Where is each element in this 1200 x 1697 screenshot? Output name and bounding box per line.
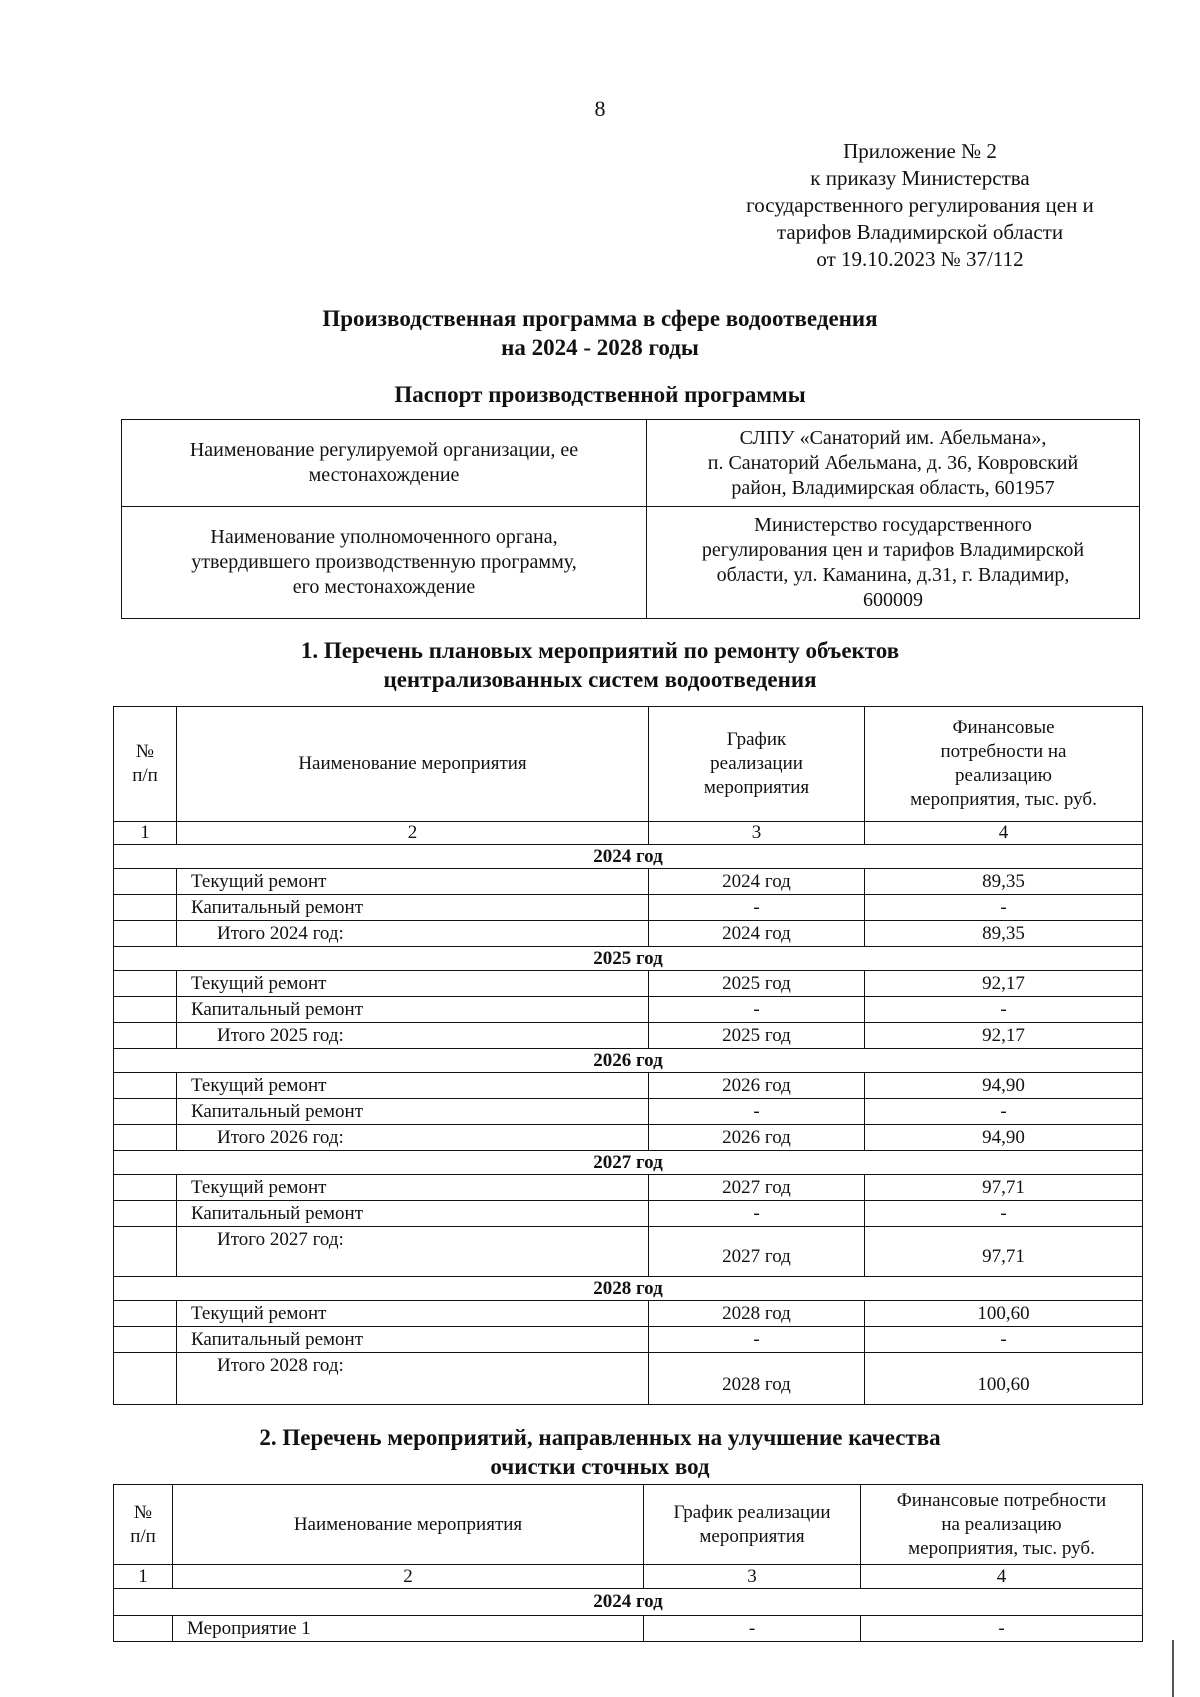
activity-amount: -	[865, 1099, 1143, 1125]
activity-name: Мероприятие 1	[173, 1616, 644, 1642]
appendix-line: к приказу Министерства	[810, 166, 1030, 190]
activity-amount: 97,71	[865, 1175, 1143, 1201]
passport-value-cell	[647, 420, 1140, 507]
empty-cell	[114, 1227, 177, 1277]
empty-cell	[114, 1073, 177, 1099]
text-line: №	[133, 1501, 153, 1523]
activity-schedule: 2025 год	[649, 971, 865, 997]
text-line: области, ул. Каманина, д.31, г. Владимир,	[716, 563, 1070, 586]
activity-amount: 89,35	[865, 921, 1143, 947]
table-row-total	[114, 1125, 1143, 1151]
text-line: СЛПУ «Санаторий им. Абельмана»,	[739, 426, 1047, 449]
header-finance	[865, 707, 1143, 822]
text-line: п. Санаторий Абельмана, д. 36, Ковровский	[707, 451, 1079, 474]
text-line: реализацию	[955, 765, 1052, 786]
year-row	[114, 845, 1143, 869]
empty-cell	[114, 1301, 177, 1327]
activity-name: Капитальный ремонт	[177, 1099, 649, 1125]
activity-name: Текущий ремонт	[177, 1175, 649, 1201]
activity-schedule: 2024 год	[649, 869, 865, 895]
header-num	[114, 707, 177, 822]
activity-name: Капитальный ремонт	[177, 895, 649, 921]
text-line: реализации	[710, 753, 803, 774]
table-row	[114, 869, 1143, 895]
table-row	[114, 895, 1143, 921]
activity-schedule: -	[649, 895, 865, 921]
activity-schedule: 2027 год	[649, 1227, 865, 1277]
year-row	[114, 1277, 1143, 1301]
appendix-block	[700, 138, 1140, 273]
page-number: 8	[594, 96, 606, 121]
table-header-row	[114, 1485, 1143, 1565]
activity-amount: -	[865, 1327, 1143, 1353]
text-line: мероприятия	[703, 777, 810, 798]
activity-schedule: 2028 год	[649, 1301, 865, 1327]
header-name: Наименование мероприятия	[177, 707, 649, 822]
text-line: График	[726, 729, 787, 750]
activity-schedule: 2028 год	[649, 1353, 865, 1405]
column-number-row	[114, 822, 1143, 845]
empty-cell	[114, 921, 177, 947]
header-finance	[861, 1485, 1143, 1565]
wastewater-quality-table	[113, 1484, 1143, 1642]
passport-value-cell	[647, 507, 1140, 619]
text-line: район, Владимирская область, 601957	[731, 476, 1055, 499]
appendix-line: от 19.10.2023 № 37/112	[816, 247, 1024, 271]
heading-line: централизованных систем водоотведения	[383, 667, 817, 692]
table-row	[114, 1175, 1143, 1201]
text-line: утвердившего производственную программу,	[191, 551, 577, 573]
passport-heading: Паспорт производственной программы	[394, 382, 806, 407]
activity-schedule: 2027 год	[649, 1175, 865, 1201]
empty-cell	[114, 1327, 177, 1353]
text-line: График реализации	[673, 1501, 831, 1523]
empty-cell	[114, 1023, 177, 1049]
table-row-total	[114, 1023, 1143, 1049]
text-line: 600009	[863, 588, 923, 611]
activity-name: Текущий ремонт	[177, 971, 649, 997]
heading-line: 2. Перечень мероприятий, направленных на улучшение качества	[259, 1425, 941, 1450]
year-label: 2026 год	[114, 1049, 1143, 1073]
empty-cell	[114, 997, 177, 1023]
text-line: мероприятия	[699, 1525, 805, 1547]
heading-line: очистки сточных вод	[490, 1454, 710, 1479]
activity-amount: 97,71	[865, 1227, 1143, 1277]
text-line: Министерство государственного	[754, 513, 1032, 536]
table-row	[114, 1616, 1143, 1642]
activity-amount: 100,60	[865, 1353, 1143, 1405]
text-line: местонахождение	[308, 464, 460, 486]
column-number: 1	[114, 1565, 173, 1589]
heading-line: 1. Перечень плановых мероприятий по ремонту объектов	[300, 638, 900, 663]
title-line: Производственная программа в сфере водоотведения	[322, 306, 878, 331]
column-number: 2	[173, 1565, 644, 1589]
column-number: 3	[649, 822, 865, 845]
activity-schedule: -	[649, 1327, 865, 1353]
page-title	[0, 304, 1200, 362]
passport-label-cell	[122, 507, 647, 619]
column-number-row	[114, 1565, 1143, 1589]
section2-heading	[0, 1423, 1200, 1481]
year-label: 2028 год	[114, 1277, 1143, 1301]
text-line: регулирования цен и тарифов Владимирской	[701, 538, 1085, 561]
column-number: 4	[865, 822, 1143, 845]
section1-heading	[0, 636, 1200, 694]
passport-row	[122, 420, 1140, 507]
empty-cell	[114, 1125, 177, 1151]
empty-cell	[114, 1099, 177, 1125]
activity-schedule: 2024 год	[649, 921, 865, 947]
activity-name: Капитальный ремонт	[177, 1201, 649, 1227]
header-name: Наименование мероприятия	[173, 1485, 644, 1565]
empty-cell	[114, 1175, 177, 1201]
activity-schedule: 2026 год	[649, 1073, 865, 1099]
passport-table	[121, 419, 1140, 619]
header-schedule	[644, 1485, 861, 1565]
activity-name: Итого 2028 год:	[177, 1353, 649, 1405]
title-line: на 2024 - 2028 годы	[501, 335, 699, 360]
text-line: мероприятия, тыс. руб.	[910, 789, 1097, 810]
text-line: Финансовые потребности	[896, 1489, 1107, 1511]
activity-amount: -	[865, 997, 1143, 1023]
text-line: №	[135, 741, 155, 762]
column-number: 2	[177, 822, 649, 845]
column-number: 1	[114, 822, 177, 845]
activity-amount: -	[865, 1201, 1143, 1227]
header-num	[114, 1485, 173, 1565]
text-line: потребности на	[940, 741, 1067, 762]
year-label: 2024 год	[114, 1589, 1143, 1616]
appendix-line: тарифов Владимирской области	[776, 220, 1064, 244]
activity-name: Итого 2026 год:	[177, 1125, 649, 1151]
activity-name: Текущий ремонт	[177, 869, 649, 895]
empty-cell	[114, 971, 177, 997]
year-row	[114, 947, 1143, 971]
column-number: 3	[644, 1565, 861, 1589]
activity-name: Текущий ремонт	[177, 1301, 649, 1327]
activity-schedule: -	[649, 1099, 865, 1125]
appendix-line: Приложение № 2	[843, 139, 997, 163]
table-row	[114, 1201, 1143, 1227]
empty-cell	[114, 869, 177, 895]
year-label: 2025 год	[114, 947, 1143, 971]
text-line: мероприятия, тыс. руб.	[908, 1537, 1095, 1559]
table-row	[114, 1073, 1143, 1099]
table-row	[114, 997, 1143, 1023]
year-row	[114, 1151, 1143, 1175]
passport-label-cell	[122, 420, 647, 507]
activity-name: Капитальный ремонт	[177, 997, 649, 1023]
activity-name: Итого 2025 год:	[177, 1023, 649, 1049]
activity-name: Капитальный ремонт	[177, 1327, 649, 1353]
text-line: Наименование регулируемой организации, ее	[189, 439, 579, 461]
activity-schedule: 2025 год	[649, 1023, 865, 1049]
year-row	[114, 1049, 1143, 1073]
activity-amount: 92,17	[865, 971, 1143, 997]
year-label: 2024 год	[114, 845, 1143, 869]
empty-cell	[114, 1353, 177, 1405]
empty-cell	[114, 1616, 173, 1642]
scan-artifact	[1172, 1640, 1174, 1697]
empty-cell	[114, 1201, 177, 1227]
activity-amount: -	[861, 1616, 1143, 1642]
text-line: Финансовые	[952, 717, 1055, 738]
activity-schedule: -	[644, 1616, 861, 1642]
table-row-total	[114, 921, 1143, 947]
activity-amount: -	[865, 895, 1143, 921]
activity-amount: 92,17	[865, 1023, 1143, 1049]
activity-name: Текущий ремонт	[177, 1073, 649, 1099]
activity-name: Итого 2027 год:	[177, 1227, 649, 1277]
activity-schedule: 2026 год	[649, 1125, 865, 1151]
table-row-total	[114, 1353, 1143, 1405]
activity-name: Итого 2024 год:	[177, 921, 649, 947]
passport-row	[122, 507, 1140, 619]
activity-schedule: -	[649, 997, 865, 1023]
empty-cell	[114, 895, 177, 921]
column-number: 4	[861, 1565, 1143, 1589]
activity-amount: 100,60	[865, 1301, 1143, 1327]
table-row	[114, 971, 1143, 997]
table-header-row	[114, 707, 1143, 822]
text-line: п/п	[132, 765, 158, 786]
header-schedule	[649, 707, 865, 822]
year-row	[114, 1589, 1143, 1616]
activity-amount: 94,90	[865, 1125, 1143, 1151]
year-label: 2027 год	[114, 1151, 1143, 1175]
appendix-line: государственного регулирования цен и	[746, 193, 1094, 217]
text-line: п/п	[130, 1525, 156, 1547]
activity-amount: 89,35	[865, 869, 1143, 895]
activity-schedule: -	[649, 1201, 865, 1227]
table-row	[114, 1301, 1143, 1327]
activity-amount: 94,90	[865, 1073, 1143, 1099]
table-row-total	[114, 1227, 1143, 1277]
table-row	[114, 1327, 1143, 1353]
text-line: Наименование уполномоченного органа,	[210, 526, 558, 548]
table-row	[114, 1099, 1143, 1125]
text-line: на реализацию	[941, 1513, 1062, 1535]
text-line: его местонахождение	[292, 576, 476, 598]
repair-activities-table	[113, 706, 1143, 1405]
